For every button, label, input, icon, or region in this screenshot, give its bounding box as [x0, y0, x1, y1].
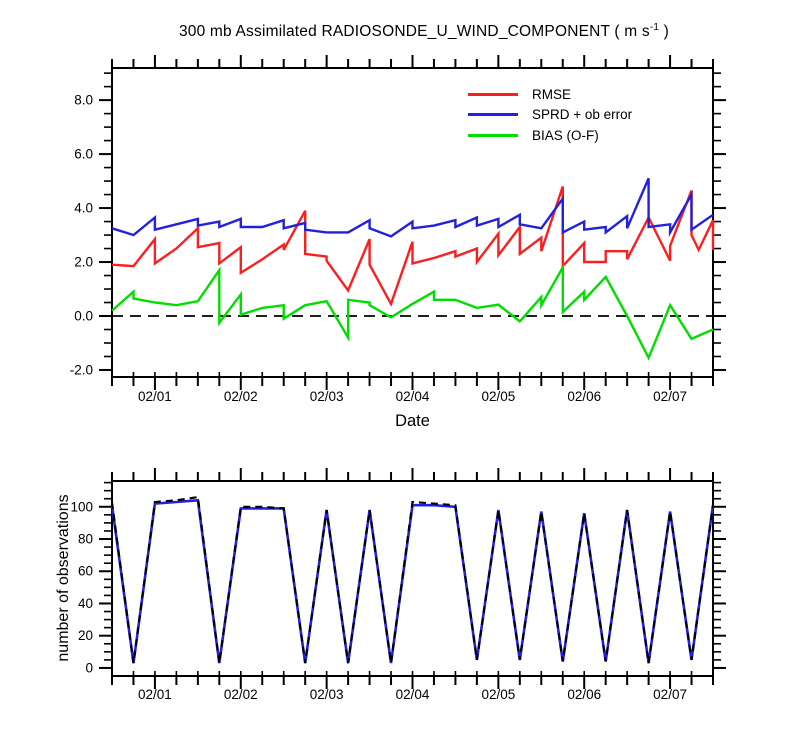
svg-text:40: 40 — [77, 595, 93, 611]
svg-text:0: 0 — [85, 660, 93, 676]
svg-text:02/05: 02/05 — [481, 687, 516, 702]
legend — [468, 84, 632, 146]
legend-label-sprd: SPRD + ob error — [532, 107, 633, 123]
svg-text:02/04: 02/04 — [395, 389, 430, 404]
legend-label-bias: BIAS (O-F) — [532, 127, 599, 143]
svg-text:80: 80 — [77, 531, 93, 547]
svg-text:60: 60 — [77, 563, 93, 579]
legend-label-rmse: RMSE — [532, 86, 572, 102]
svg-text:02/01: 02/01 — [138, 389, 172, 404]
svg-text:02/07: 02/07 — [653, 389, 687, 404]
bias-line-swatch-icon — [468, 134, 518, 137]
svg-text:02/01: 02/01 — [138, 687, 172, 702]
svg-text:0.0: 0.0 — [74, 308, 93, 324]
x-axis-title-date: Date — [395, 412, 430, 430]
svg-text:02/05: 02/05 — [481, 389, 516, 404]
svg-text:02/03: 02/03 — [309, 389, 344, 404]
legend-row-rmse — [468, 84, 632, 105]
svg-text:02/02: 02/02 — [223, 389, 258, 404]
sprd-line-swatch-icon — [468, 113, 518, 116]
chart-title-superscript: -1 — [649, 22, 660, 33]
svg-text:02/03: 02/03 — [309, 687, 344, 702]
svg-text:-2.0: -2.0 — [69, 362, 93, 378]
chart-title-close: ) — [659, 23, 670, 41]
legend-row-sprd — [468, 105, 632, 126]
svg-text:02/06: 02/06 — [567, 389, 602, 404]
svg-text:02/06: 02/06 — [567, 687, 602, 702]
svg-text:100: 100 — [70, 499, 93, 515]
svg-text:02/04: 02/04 — [395, 687, 430, 702]
svg-text:6.0: 6.0 — [74, 146, 93, 162]
svg-text:2.0: 2.0 — [74, 254, 93, 270]
legend-row-bias — [468, 125, 632, 146]
svg-text:8.0: 8.0 — [74, 92, 93, 108]
svg-text:4.0: 4.0 — [74, 200, 93, 216]
chart-title-main: 300 mb Assimilated RADIOSONDE_U_WIND_COMPONENT ( m s — [178, 23, 650, 41]
y-axis-title-observations: number of observations — [55, 494, 72, 662]
svg-text:02/02: 02/02 — [223, 687, 258, 702]
svg-text:20: 20 — [77, 628, 93, 644]
rmse-line-swatch-icon — [468, 93, 518, 96]
svg-text:02/07: 02/07 — [653, 687, 687, 702]
